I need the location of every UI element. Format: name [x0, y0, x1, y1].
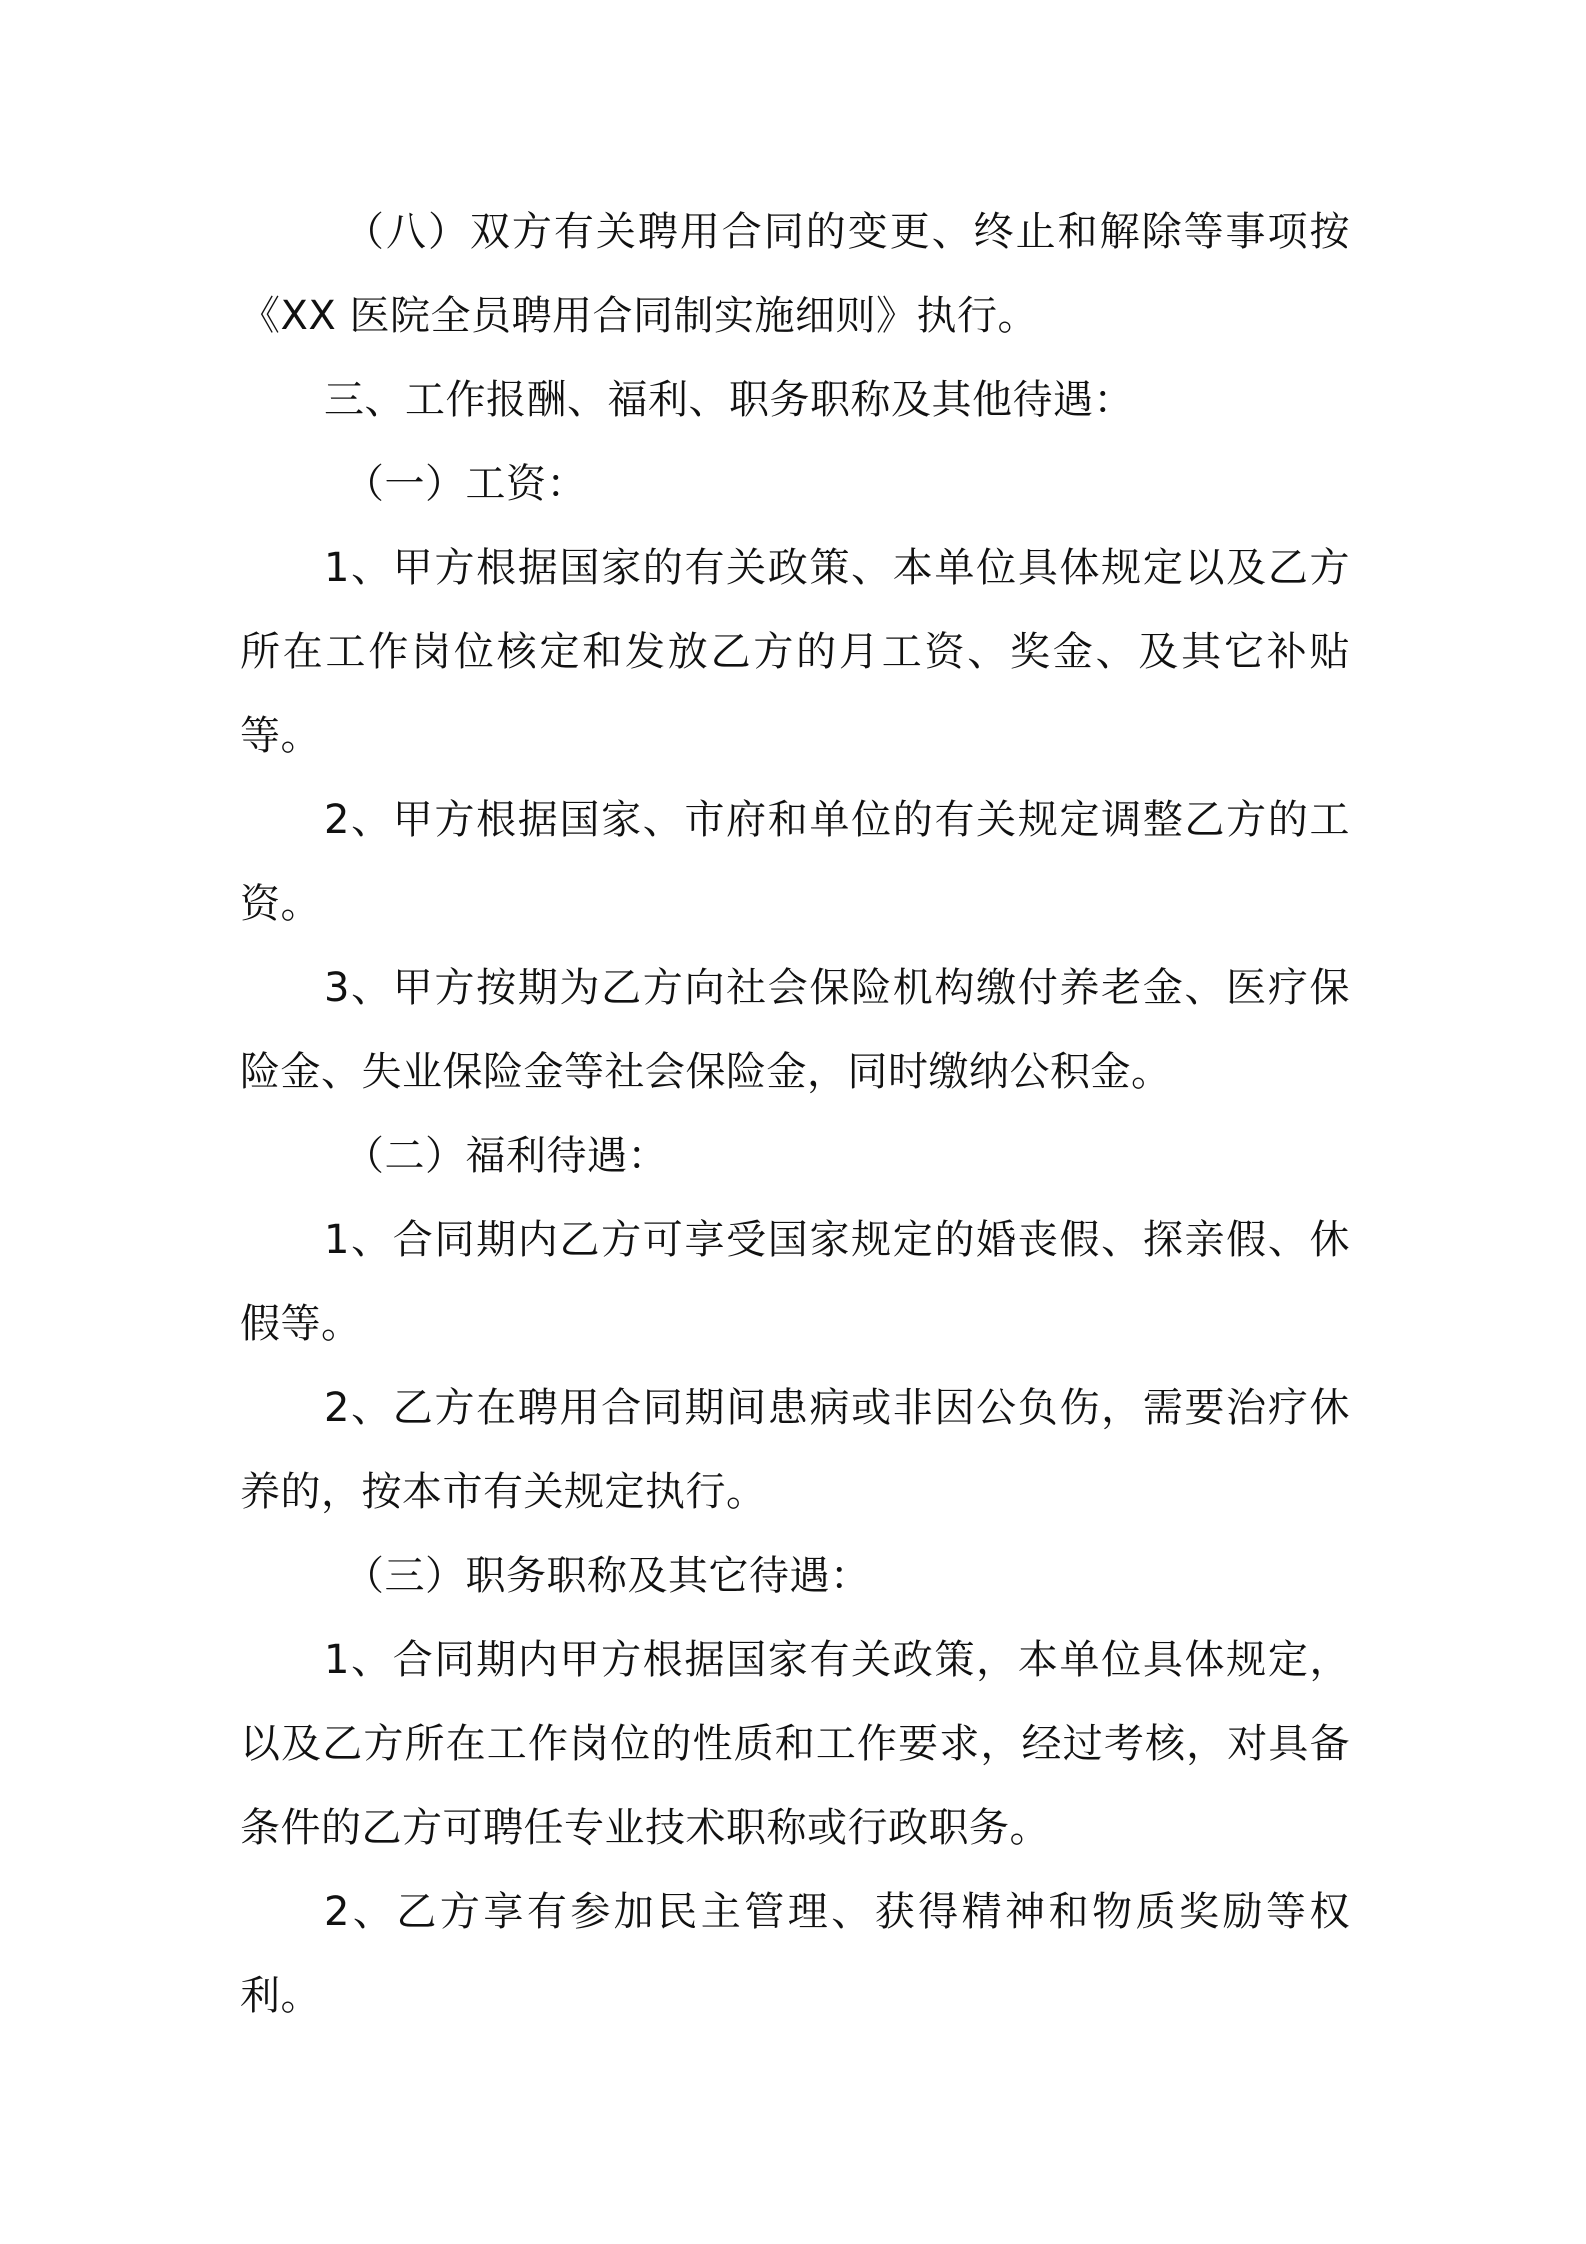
paragraph-salary-2: 2、甲方根据国家、市府和单位的有关规定调整乙方的工资。 — [240, 797, 1350, 927]
subheading-salary: （一）工资： — [344, 461, 587, 507]
subheading-title-other: （三）职务职称及其它待遇： — [344, 1553, 871, 1599]
paragraph-salary-1: 1、甲方根据国家的有关政策、本单位具体规定以及乙方所在工作岗位核定和发放乙方的月工资、奖金、及其它补贴等。 — [240, 545, 1350, 759]
section-heading-compensation: 三、工作报酬、福利、职务职称及其他待遇： — [324, 377, 1134, 423]
paragraph-title-other-1: 1、合同期内甲方根据国家有关政策，本单位具体规定，以及乙方所在工作岗位的性质和工作要求，经过考核，对具备条件的乙方可聘任专业技术职称或行政职务。 — [240, 1637, 1350, 1851]
subheading-welfare: （二）福利待遇： — [344, 1133, 668, 1179]
paragraph-title-other-2: 2、乙方享有参加民主管理、获得精神和物质奖励等权利。 — [240, 1889, 1350, 2019]
document-body — [240, 190, 1350, 2038]
paragraph-article-8: （八）双方有关聘用合同的变更、终止和解除等事项按《XX 医院全员聘用合同制实施细则》执行。 — [240, 209, 1350, 339]
paragraph-welfare-1: 1、合同期内乙方可享受国家规定的婚丧假、探亲假、休假等。 — [240, 1217, 1350, 1347]
paragraph-welfare-2: 2、乙方在聘用合同期间患病或非因公负伤，需要治疗休养的，按本市有关规定执行。 — [240, 1385, 1350, 1515]
paragraph-salary-3: 3、甲方按期为乙方向社会保险机构缴付养老金、医疗保险金、失业保险金等社会保险金，同时缴纳公积金。 — [240, 965, 1350, 1095]
